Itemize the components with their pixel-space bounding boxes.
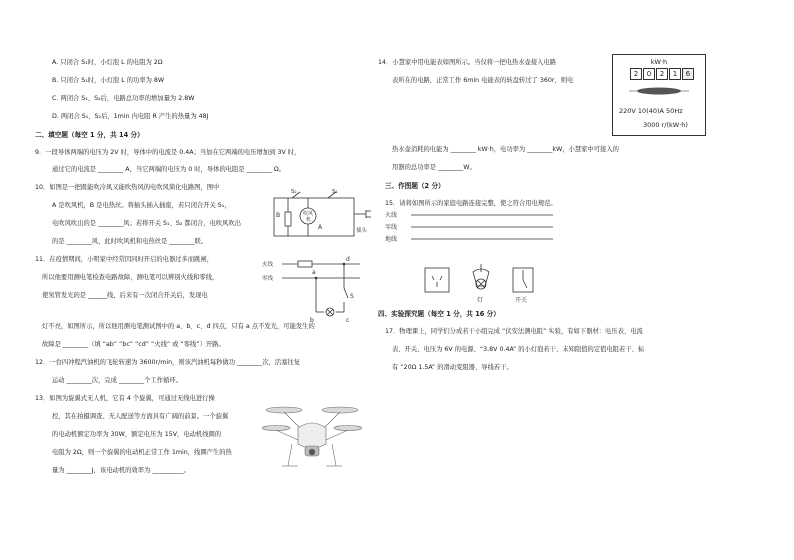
- hair-dryer-circuit-diagram: [268, 184, 376, 244]
- meter-digit: 1: [669, 68, 681, 80]
- label-c: c: [346, 317, 350, 324]
- q14-line4: 用器的总功率是 ________W。: [392, 164, 476, 171]
- household-circuit-diagram: [385, 208, 565, 308]
- q13-line1: 13．如图为旋翼式无人机，它有 4 个旋翼，可通过无线电进行操: [35, 395, 215, 402]
- q11-line4: 灯不亮，如图所示，所以他用测电笔测试图中的 a、b、c、d 四点，只有 a 点不发光，可能发生的: [42, 323, 315, 330]
- label-b: b: [310, 317, 314, 324]
- section-experiment-heading: 四、实验探究题（每空 1 分，共 16 分）: [378, 310, 500, 318]
- q11-line3: 使氖管发光的是 ______线，后来有一次闭合开关后，发现电: [42, 292, 208, 299]
- q11-line2: 所以他要用测电笔检查电路故障，测电笔可以辨别火线和零线，: [42, 274, 219, 281]
- label-fan2: 机: [306, 217, 312, 223]
- lamp-fault-circuit-diagram: [262, 254, 362, 326]
- meter-digit: 0: [643, 68, 655, 80]
- label-s: S: [350, 293, 354, 300]
- option-a: A. 只闭合 S₁时，小灯泡 L 的电阻为 2Ω: [52, 59, 163, 66]
- q11-line5: 故障是 ________（填 “ab” “bc” “cd” “火线” 或 “零线”）开路。: [42, 341, 225, 348]
- q10-line2: A 是吹风机，B 是电热丝。将插头插入插座，若只闭合开关 S₁，: [52, 202, 231, 209]
- q14-line2: 表所在的电路，正常工作 6min 电能表的转盘转过了 360r，则电: [392, 77, 574, 84]
- label-live-wire: 火线: [385, 212, 398, 219]
- label-neutral-wire: 零线: [262, 276, 274, 282]
- q12-line1: 12．一台四冲程汽油机的飞轮转速为 3600r/min，则该汽油机每秒做功 ________次，活塞往复: [35, 359, 301, 366]
- q10-line3: 电吹风吹出的是 ________风；若将开关 S₁、S₂ 都闭合，电吹风吹出: [52, 220, 242, 227]
- q13-line3: 的电动机额定功率为 30W，额定电压为 15V，电动机线圈的: [52, 431, 222, 438]
- label-live-wire: 火线: [262, 262, 274, 268]
- option-b: B. 只闭合 S₁时，小灯泡 L 的功率为 8W: [52, 77, 165, 84]
- option-c: C. 两闭合 S₁、S₂后，电路总功率的增加量为 2.8W: [52, 95, 195, 102]
- label-neutral-wire: 零线: [385, 224, 398, 231]
- meter-rate: 3000 r/(kW·h): [643, 121, 688, 129]
- q13-line4: 电阻为 2Ω，则一个旋翼的电动机正常工作 1min，线圈产生的热: [52, 449, 232, 456]
- q14-line1: 14．小慧家中用电能表如图所示。当仅将一把电热水壶接入电路: [378, 59, 557, 66]
- q11-line1: 11．在疫情期间，小明家中经常因同时开启的电器过多而跳闸，: [35, 256, 214, 263]
- q17-line2: 表、开关、电压为 6V 的电源、“3.8V 0.4A” 的小灯泡若干、未知阻值的定值电阻若干、标: [392, 346, 645, 353]
- meter-turntable: [629, 85, 689, 97]
- q12-line2: 运动 ________次，完成 ________个工作循环。: [52, 377, 182, 384]
- q15-text: 15．请将如图所示的家庭电路连接完整，使之符合用电规范。: [385, 200, 557, 207]
- label-a: a: [312, 269, 316, 276]
- label-d: d: [346, 256, 350, 263]
- label-fan: 吹风: [303, 211, 314, 217]
- q9-line2: 通过它的电流是 ________ A，当它两端的电压为 0 时，导体的电阻是 ________ Ω。: [52, 166, 285, 173]
- section-fill-blank-heading: 二、填空题（每空 1 分，共 14 分）: [35, 131, 144, 139]
- electricity-meter: [612, 54, 706, 136]
- label-switch: 开关: [515, 297, 528, 304]
- meter-unit: kW·h: [650, 58, 668, 66]
- label-lamp: 灯: [477, 297, 484, 304]
- label-s2: S₂: [291, 189, 297, 195]
- drone-illustration: [262, 400, 362, 472]
- q10-line4: 的是 ________风，此时吹风机和电热丝是 ________联。: [52, 238, 208, 245]
- label-plug: 插头: [356, 228, 368, 234]
- label-a: A: [318, 224, 323, 231]
- q13-line5: 量为 ________J，该电动机的效率为 __________。: [52, 467, 191, 474]
- q17-line1: 17．物理课上，同学们分成若干小组完成 “伏安法测电阻” 实验，有如下器材：电压表、电流: [385, 328, 643, 335]
- q9-line1: 9．一段导体两端的电压为 2V 时，导体中的电流是 0.4A；当加在它两端的电压增加到 3V 时，: [35, 149, 301, 156]
- meter-digit: 2: [656, 68, 668, 80]
- meter-digit: 2: [630, 68, 642, 80]
- q17-line3: 有 “20Ω 1.5A” 的滑动变阻器、导线若干。: [392, 364, 513, 371]
- section-drawing-heading: 三、作图题（2 分）: [385, 182, 445, 190]
- meter-digits: [630, 68, 695, 80]
- q10-line1: 10．如图是一把既能吹冷风又能吹热风的电吹风简化电路图，图中: [35, 184, 220, 191]
- meter-spec: 220V 10(40)A 50Hz: [619, 107, 683, 115]
- label-s1: S₁: [332, 189, 338, 195]
- q13-line2: 控，其在拍摄调查、无人配送等方面具有广阔的前景。一个旋翼: [52, 413, 229, 420]
- label-ground-wire: 地线: [385, 236, 398, 243]
- q14-line3: 热水壶消耗的电能为 ________ kW·h，电功率为 ________kW，小慧家中可接入的: [392, 146, 619, 153]
- meter-digit-decimal: 6: [682, 68, 694, 80]
- option-d: D. 两闭合 S₁、S₂后，1min 内电阻 R 产生的热量为 48J: [52, 113, 209, 120]
- label-b: B: [276, 212, 281, 219]
